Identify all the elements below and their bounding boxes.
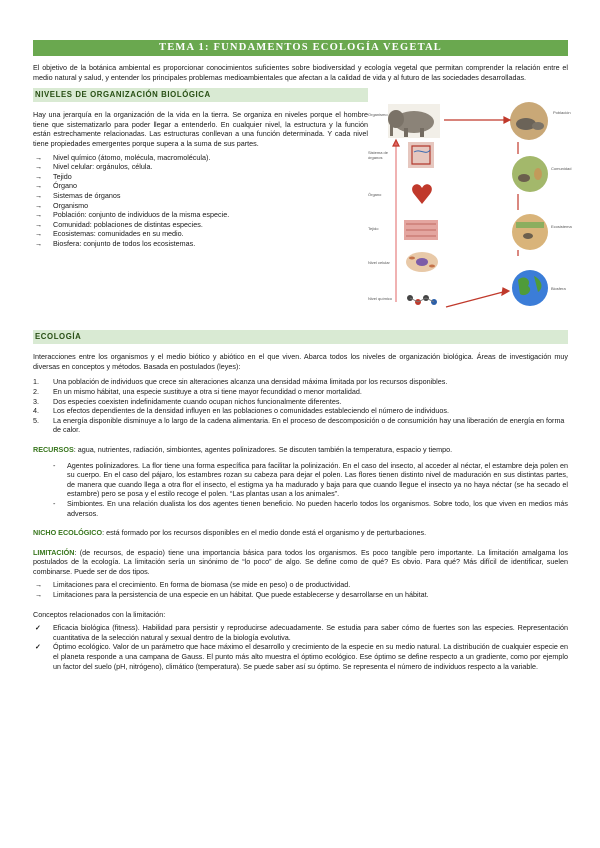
molecule-image: [407, 295, 437, 305]
list-item: 2. En un mismo hábitat, una especie sustituye a otra si tiene mayor fecundidad o menor mortalidad.: [33, 386, 362, 396]
recursos-label: RECURSOS: [33, 444, 74, 454]
figure-label: Tejido: [368, 226, 379, 232]
list-item: → Población: conjunto de individuos de la misma especie.: [33, 210, 368, 220]
organ-system-image: [408, 142, 434, 168]
figure-label: Nivel químico: [368, 296, 393, 302]
niveles-paragraph: Hay una jerarquía en la organización de la vida en la tierra. Se organiza en niveles porque el hombre tiene que sistematizarlo para poder llegar a entenderlo. En cualquier nivel, la estructura y la función están estrechamente relacionadas. Las estructuras conllevan a una función determinada. Y cada nivel tiene propiedades emergentes porque supera a la suma de sus partes.: [33, 110, 368, 148]
recursos-list: [33, 461, 568, 519]
postulados-list: [33, 377, 568, 435]
section-heading-niveles: NIVELES DE ORGANIZACIÓN BIOLÓGICA: [33, 88, 368, 102]
list-item: 3. Dos especies coexisten indefinidamente cuando ocupan nichos funcionalmente diferentes.: [33, 396, 342, 406]
section-heading-ecologia: ECOLOGÍA: [33, 330, 568, 344]
list-item: → Organismo: [33, 201, 368, 211]
list-item: → Tejido: [33, 172, 368, 182]
conceptos-list: [33, 623, 568, 671]
levels-illustration: [368, 102, 568, 324]
list-item: → Ecosistemas: comunidades en su medio.: [33, 229, 368, 239]
list-item: ✓ Óptimo ecológico. Valor de un parámetro que hace máximo el desarrollo y crecimiento de la especie en su medio natural. La distribución de cualquier especie en el planeta responde a una campana de Gauss. El punto más alto muestra el óptimo ecológico. Ese óptimo se define respecto a un gradiente, como por ejemplo un factor del suelo (pH, nitrógeno), climático (temperatura). Se puede saber así su óptimo. Se representa el número de individuos respecto a la variable.: [33, 642, 568, 671]
figure-label: Sistema de órganos: [368, 150, 389, 161]
community-image: [512, 156, 548, 192]
page-title: TEMA 1: FUNDAMENTOS ECOLOGÍA VEGETAL: [33, 40, 568, 56]
list-item: 5. La energía disponible disminuye a lo largo de la cadena alimentaria. En el proceso de descomposición o de consumición hay una liberación de energía en forma de calor.: [33, 415, 565, 435]
list-item: - Agentes polinizadores. La flor tiene una forma específica para facilitar la polinización. En el caso del insecto, al acceder al néctar, el estambre deja polen en su cuerpo. En el caso del pájaro, los estambres rozan su cabeza para dejar el polen. Las flores tienen distinto nivel de maduración en sus distintas partes, de manera que cuando llega a otra flor el insecto, el estigma ya ha madurado y baja para que cuando llegue el insecto ya no haya néctar (se ha secado el estambre) pero se posa y el estilo recoge el polen. “Las plantas usan a los animales”.: [53, 461, 568, 499]
document-page: [33, 40, 572, 671]
list-item: → Biosfera: conjunto de todos los ecosistemas.: [33, 239, 368, 249]
figure-label: Nivel celular: [368, 260, 390, 266]
nicho-paragraph: NICHO ECOLÓGICO: está formado por los recursos disponibles en el medio donde está el organismo y de perturbaciones.: [33, 528, 427, 538]
figure-label: Comunidad: [551, 166, 572, 172]
figure-label: Organismo: [368, 112, 388, 118]
figure-label: Población: [553, 110, 571, 116]
list-item: → Comunidad: poblaciones de distintas especies.: [33, 220, 368, 230]
list-item: → Órgano: [33, 181, 368, 191]
figure-label: Ecosistema: [551, 224, 572, 230]
ecologia-paragraph: Interacciones entre los organismos y el medio biótico y abiótico en el que viven. Abarca todos los niveles de organización biológica. Áreas de investigación muy diversas en conceptos y métodos. Basada en postulados (leyes):: [33, 352, 568, 371]
nicho-label: NICHO ECOLÓGICO: [33, 528, 103, 538]
list-item: → Sistemas de órganos: [33, 191, 368, 201]
list-item: 4. Los efectos dependientes de la densidad influyen en las poblaciones o comunidades estableciendo el número de individuos.: [33, 406, 449, 416]
elephant-organism-image: [388, 104, 440, 138]
list-item: → Nivel celular: orgánulos, célula.: [33, 162, 368, 172]
list-item: 1. Una población de individuos que crece sin alteraciones alcanza una densidad máxima limitada por los recursos disponibles.: [33, 377, 448, 387]
tissue-image: [404, 220, 438, 240]
niveles-list: [33, 153, 368, 249]
figure-label: Órgano: [368, 192, 382, 198]
cell-image: [406, 252, 438, 272]
list-item: → Limitaciones para el crecimiento. En forma de biomasa (se mide en peso) o de productividad.: [33, 580, 568, 590]
figure-label: Biosfera: [551, 286, 566, 292]
population-image: [510, 102, 548, 140]
heart-organ-image: [412, 184, 432, 204]
earth-biosphere-image: [512, 270, 548, 306]
limitacion-paragraph: LIMITACIÓN: (de recursos, de espacio) tiene una importancia básica para todos los organismos. Es poco tangible pero importante. La limitación amalgama los postulados de la ecología. La limitación sería un sinónimo de “lo poco” de algo. Se define como de qué? Es obvio. Para qué? Más difícil de identificar, suelen combinarse. Puede ser de dos tipos.: [33, 547, 568, 576]
list-item: - Simbiontes. En una relación dualista los dos agentes tienen beneficio. No pueden hacerlo todos los organismos. Sobre todo, los que viven en medios más adversos.: [53, 499, 568, 518]
limitacion-label: LIMITACIÓN: [33, 547, 75, 557]
intro-paragraph: El objetivo de la botánica ambiental es proporcionar conocimientos suficientes sobre biodiversidad y ecología vegetal que permitan comprender la relación entre el medio natural y salud, y entender los principales problemas medioambientales que afectan a la calidad de vida y al futuro de las sociedades desarrolladas.: [33, 63, 568, 82]
list-item: → Nivel químico (átomo, molécula, macromolécula).: [33, 153, 368, 163]
list-item: → Limitaciones para la persistencia de una especie en un hábitat. Que puede establecerse y desarrollarse en un hábitat.: [33, 590, 568, 600]
conceptos-heading: Conceptos relacionados con la limitación:: [33, 609, 166, 619]
ecosystem-image: [512, 214, 548, 250]
recursos-paragraph: RECURSOS: agua, nutrientes, radiación, simbiontes, agentes polinizadores. Se discuten también la temperatura, espacio y tiempo.: [33, 444, 453, 454]
limitacion-list: [33, 580, 568, 599]
organization-levels-figure: [368, 102, 572, 324]
list-item: ✓ Eficacia biológica (fitness). Habilidad para persistir y reproducirse adecuadamente. Se estudia para saber cómo de fuertes son las especies. Representación cuantitativa de la selección natural y sexual dentro de la biología evolutiva.: [33, 623, 568, 642]
